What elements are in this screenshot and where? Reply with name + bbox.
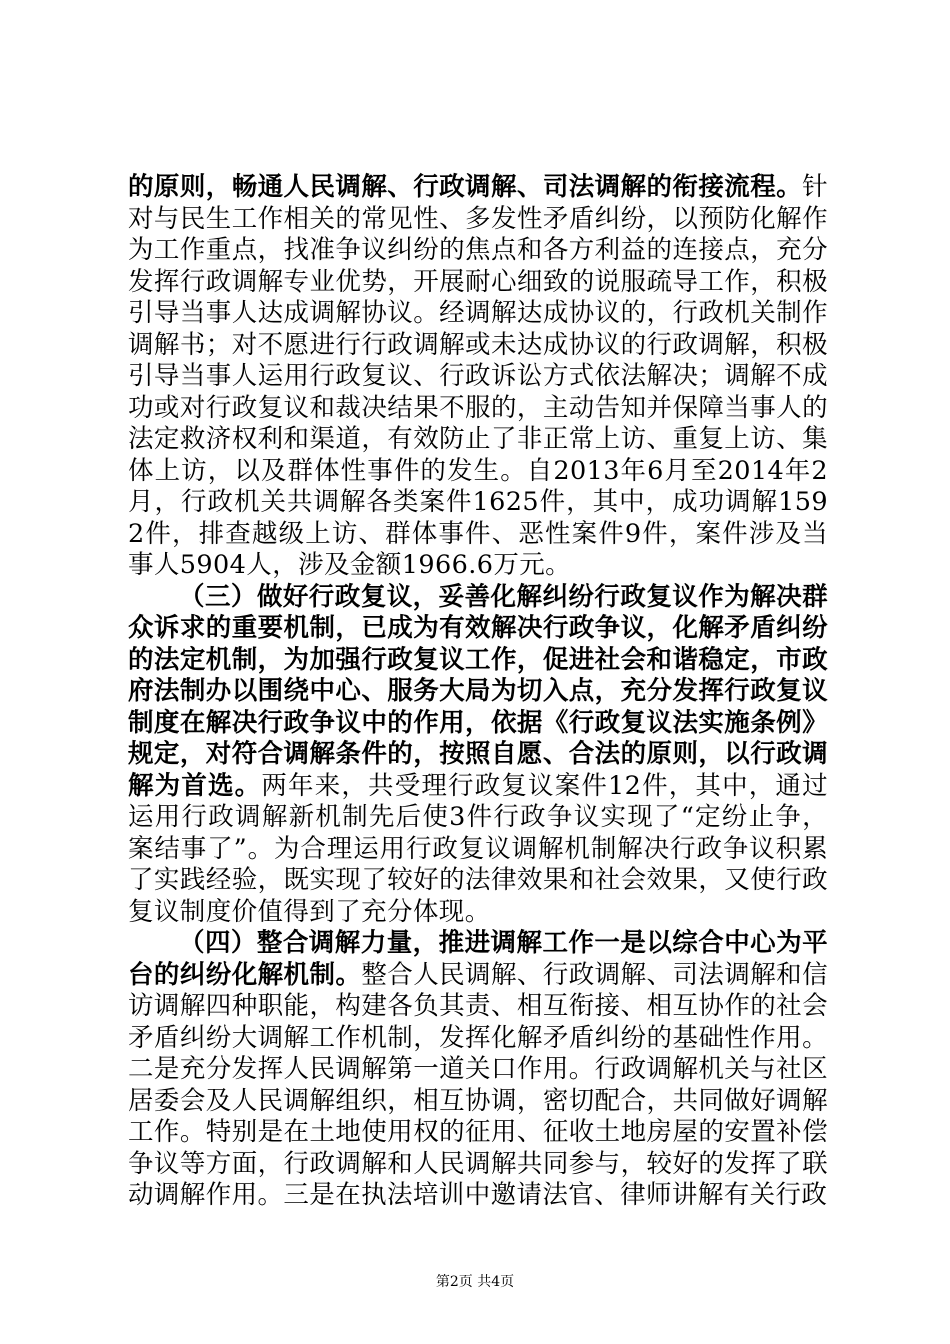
paragraph-body-text: 整合人民调解、行政调解、司法调解和信访调解四种职能，构建各负其责、相互衔接、相互协作的社会矛盾纠纷大调解工作机制，发挥化解矛盾纠纷的基础性作用。二是充分发挥人民调解第一道关口作用。行政调解机关与社区居委会及人民调解组织，相互协调，密切配合，共同做好调解工作。特别是在土地使用权的征用、征收土地房屋的安置补偿争议等方面，行政调解和人民调解共同参与，较好的发挥了联动调解作用。三是在执法培训中邀请法官、律师讲解有关行政 [128,959,828,1210]
paragraph-body-text: 两年来，共受理行政复议案件12件，其中，通过运用行政调解新机制先后使3件行政争议实现了“定纷止争，案结事了”。为合理运用行政复议调解机制解决行政争议积累了实践经验，既实现了较好的法律效果和社会效果，又使行政复议制度价值得到了充分体现。 [128,770,828,927]
paragraph-lead-bold: 的原则，畅通人民调解、行政调解、司法调解的衔接流程。 [128,172,803,202]
page-footer [0,1273,950,1291]
paragraph-integrate-mediation [128,928,828,1212]
document-body [128,172,828,1212]
paragraph-lead-bold: （四）整合调解力量，推进调解工作一是以综合中心为平台的纠纷化解机制。 [128,928,828,990]
paragraph-administrative-review [128,582,828,929]
paragraph-mediation-process [128,172,828,582]
paragraph-body-text: 针对与民生工作相关的常见性、多发性矛盾纠纷，以预防化解作为工作重点，找准争议纠纷的焦点和各方利益的连接点，充分发挥行政调解专业优势，开展耐心细致的说服疏导工作，积极引导当事人达成调解协议。经调解达成协议的，行政机关制作调解书；对不愿进行行政调解或未达成协议的行政调解，积极引导当事人运用行政复议、行政诉讼方式依法解决；调解不成功或对行政复议和裁决结果不服的，主动告知并保障当事人的法定救济权利和渠道，有效防止了非正常上访、重复上访、集体上访，以及群体性事件的发生。自2013年6月至2014年2月，行政机关共调解各类案件1625件，其中，成功调解1592件，排查越级上访、群体事件、恶性案件9件，案件涉及当事人5904人，涉及金额1966.6万元。 [128,172,828,580]
page-number-label: 第2页 共4页 [435,1274,515,1290]
paragraph-lead-bold: （三）做好行政复议，妥善化解纠纷行政复议作为解决群众诉求的重要机制，已成为有效解决行政争议，化解矛盾纠纷的法定机制，为加强行政复议工作，促进社会和谐稳定，市政府法制办以围绕中心、服务大局为切入点，充分发挥行政复议制度在解决行政争议中的作用，依据《行政复议法实施条例》规定，对符合调解条件的，按照自愿、合法的原则，以行政调解为首选。 [128,581,828,801]
